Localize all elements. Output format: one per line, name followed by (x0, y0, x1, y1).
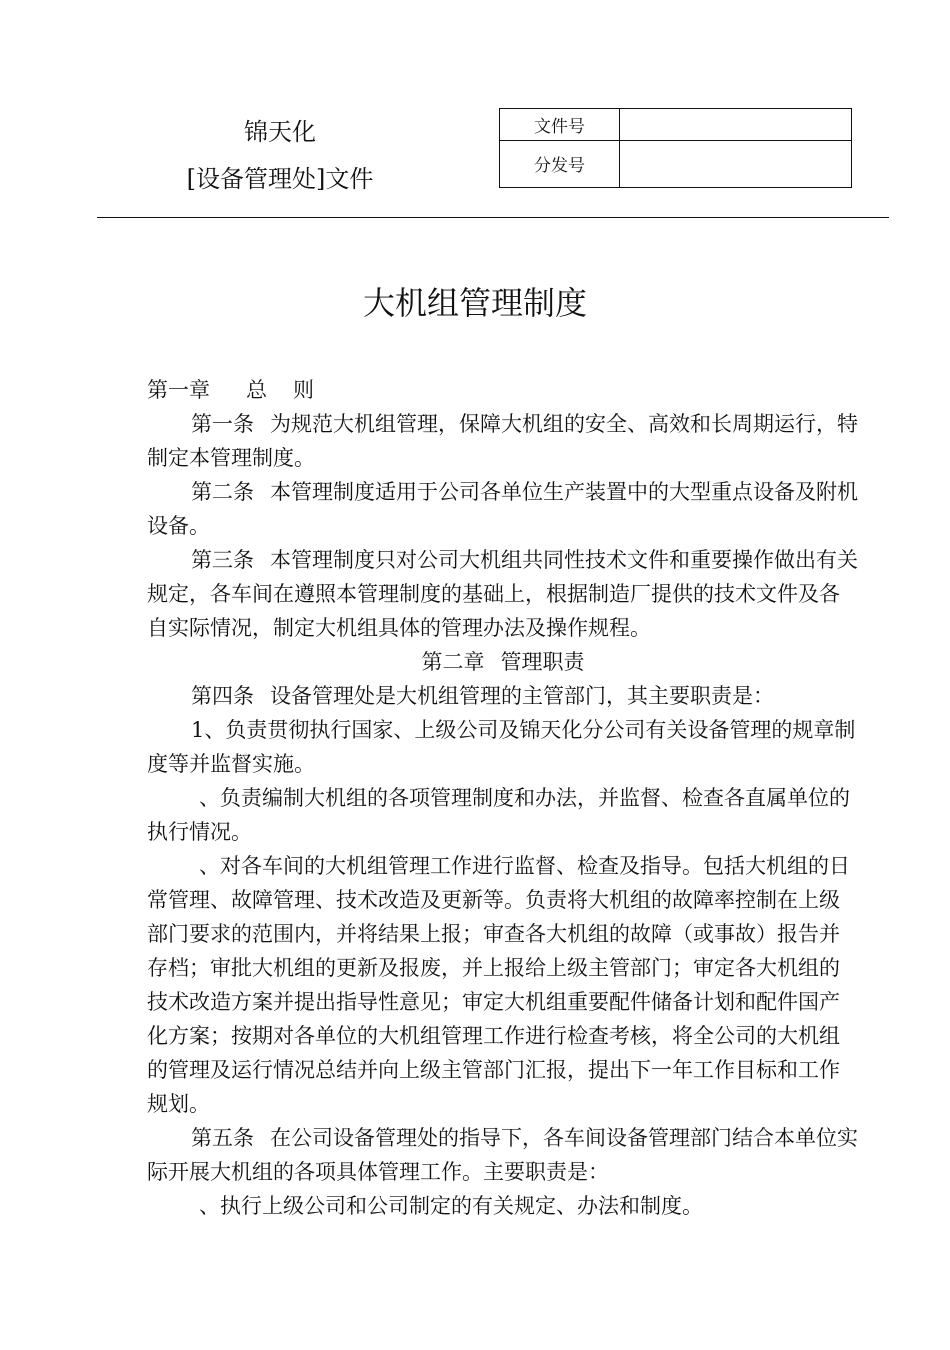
article-5 (147, 1121, 859, 1189)
document-meta-table (499, 108, 852, 188)
issuing-department: [设备管理处]文件 (186, 165, 374, 193)
document-body (147, 373, 859, 1223)
distribution-number-row (500, 140, 851, 187)
article-1 (147, 407, 859, 475)
article-5-item-1: 、执行上级公司和公司制定的有关规定、办法和制度。 (199, 1194, 703, 1218)
chapter-2-number: 第二章 (421, 650, 485, 674)
distribution-number-value (620, 140, 851, 187)
chapter-1-heading (147, 373, 859, 407)
article-2-text: 本管理制度适用于公司各单位生产装置中的大型重点设备及附机设备。 (147, 480, 858, 538)
document-title: 大机组管理制度 (362, 284, 587, 322)
article-4-item-3: 、对各车间的大机组管理工作进行监督、检查及指导。包括大机组的日常管理、故障管理、技术改造及更新等。负责将大机组的故障率控制在上级部门要求的范围内，并将结果上报；审查各大机组的故障（或事故）报告并存档；审批大机组的更新及报废，并上报给上级主管部门；审定各大机组的技术改造方案并提出指导性意见；审定大机组重要配件储备计划和配件国产化方案；按期对各单位的大机组管理工作进行检查考核，将全公司的大机组的管理及运行情况总结并向上级主管部门汇报，提出下一年工作目标和工作规划。 (147, 854, 850, 1116)
file-number-value (620, 109, 851, 140)
article-5-number: 第五条 (191, 1126, 254, 1150)
header-divider (97, 217, 889, 218)
file-number-row (500, 109, 851, 141)
article-4-item-1: 1、负责贯彻执行国家、上级公司及锦天化分公司有关设备管理的规章制度等并监督实施。 (147, 718, 856, 776)
chapter-1-name-a: 总 (246, 378, 267, 402)
chapter-2-name: 管理职责 (500, 650, 585, 674)
article-4 (147, 679, 859, 713)
organization-name: 锦天化 (244, 118, 316, 146)
article-3-text: 本管理制度只对公司大机组共同性技术文件和重要操作做出有关规定，各车间在遵照本管理制度的基础上，根据制造厂提供的技术文件及各自实际情况，制定大机组具体的管理办法及操作规程。 (147, 548, 858, 640)
article-4-number: 第四条 (191, 684, 254, 708)
article-4-text: 设备管理处是大机组管理的主管部门，其主要职责是： (270, 684, 774, 708)
chapter-1-number: 第一章 (147, 378, 210, 402)
article-2-number: 第二条 (191, 480, 254, 504)
article-1-number: 第一条 (191, 412, 254, 436)
article-5-text: 在公司设备管理处的指导下，各车间设备管理部门结合本单位实际开展大机组的各项具体管理工作。主要职责是： (147, 1126, 858, 1184)
article-4-item-2: 、负责编制大机组的各项管理制度和办法，并监督、检查各直属单位的执行情况。 (147, 786, 850, 844)
article-3-number: 第三条 (191, 548, 254, 572)
article-3 (147, 543, 859, 645)
article-2 (147, 475, 859, 543)
article-1-text: 为规范大机组管理，保障大机组的安全、高效和长周期运行，特制定本管理制度。 (147, 412, 858, 470)
distribution-number-label: 分发号 (500, 140, 620, 187)
chapter-2-heading (147, 645, 859, 679)
file-number-label: 文件号 (500, 109, 620, 140)
chapter-1-name-b: 则 (293, 378, 314, 402)
